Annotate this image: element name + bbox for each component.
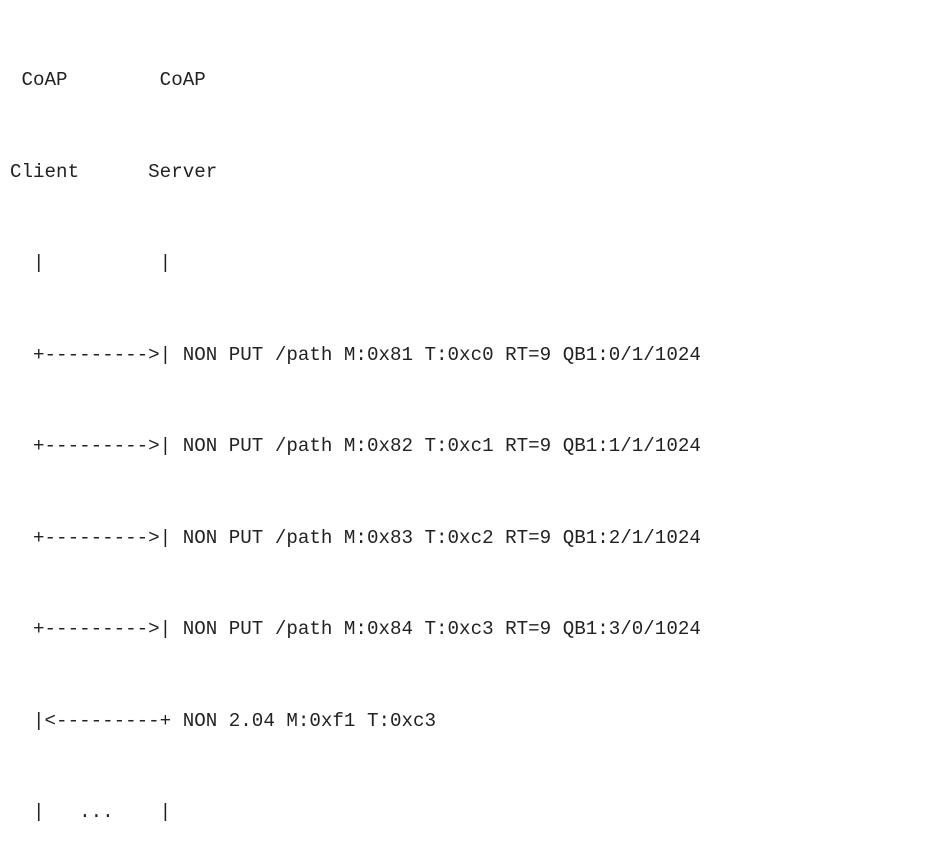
lifeline-row: | | [10,252,172,274]
message-row: +--------->| NON PUT /path M:0x84 T:0xc3 RT=9 QB1:3/0/1024 [10,618,701,640]
participant-header-line: CoAP CoAP [10,69,206,91]
message-row: +--------->| NON PUT /path M:0x81 T:0xc0 RT=9 QB1:0/1/1024 [10,343,701,366]
participant-header-line: Client Server [10,160,218,183]
response-row: |<---------+ NON 2.04 M:0xf1 T:0xc3 [10,709,437,732]
ellipsis-row: | ... | [10,801,172,823]
message-row: +--------->| NON PUT /path M:0x82 T:0xc1 RT=9 QB1:1/1/1024 [10,435,701,457]
sequence-diagram [10,4,701,858]
message-row: +--------->| NON PUT /path M:0x83 T:0xc2 RT=9 QB1:2/1/1024 [10,526,701,549]
